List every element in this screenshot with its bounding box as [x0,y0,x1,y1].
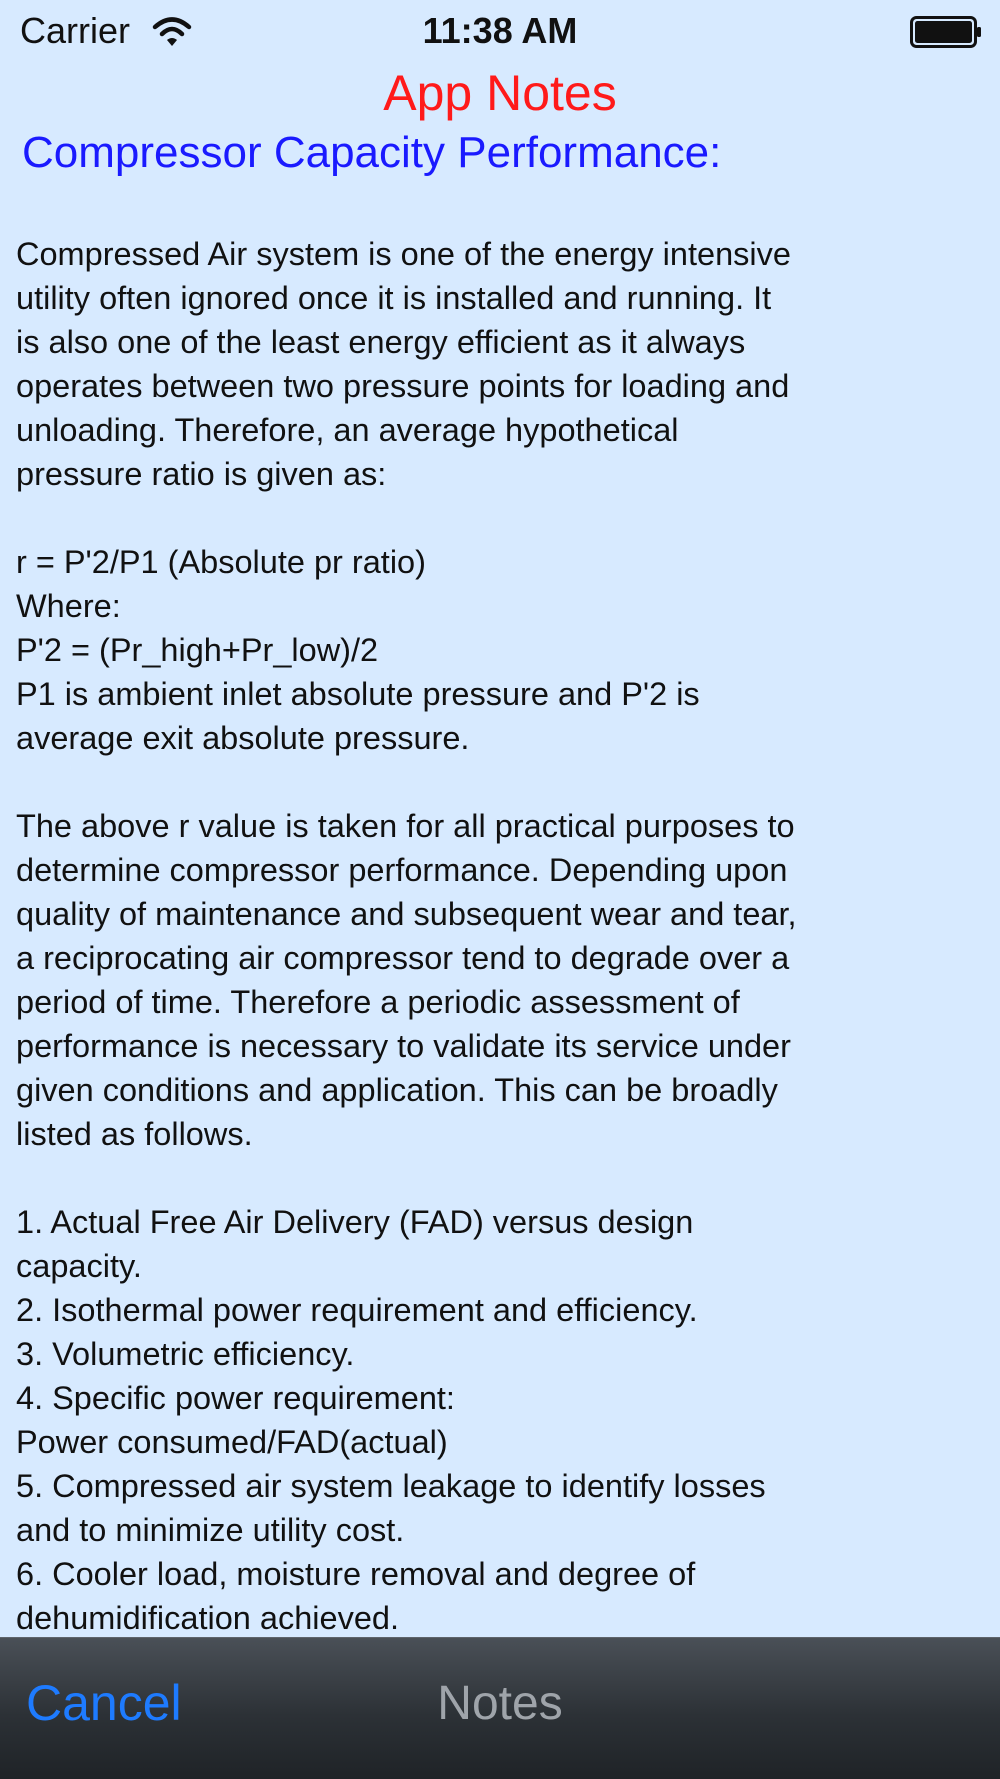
note-line: determine compressor performance. Depending upon [16,852,788,888]
note-line: Compressed Air system is one of the energy intensive [16,236,791,272]
bottom-toolbar [0,1637,1000,1779]
note-line: operates between two pressure points for loading and [16,368,790,404]
note-text-view[interactable] [16,232,976,1637]
note-heading: Compressor Capacity Performance: [22,128,722,177]
note-paragraph [16,232,976,496]
note-line: capacity. [16,1248,142,1284]
note-line: r = P'2/P1 (Absolute pr ratio) [16,544,426,580]
note-line: Where: [16,588,121,624]
note-line: utility often ignored once it is installed and running. It [16,280,772,316]
note-line: average exit absolute pressure. [16,720,470,756]
battery-icon [910,16,982,48]
toolbar-title: Notes [437,1677,563,1730]
note-line: a reciprocating air compressor tend to degrade over a [16,940,790,976]
note-paragraph [16,540,976,760]
note-line: 5. Compressed air system leakage to identify losses [16,1468,766,1504]
status-bar [0,0,1000,62]
note-paragraph [16,1200,976,1637]
status-time: 11:38 AM [422,10,578,51]
app-title: App Notes [383,65,617,121]
note-line: 2. Isothermal power requirement and efficiency. [16,1292,698,1328]
note-line: P'2 = (Pr_high+Pr_low)/2 [16,632,379,668]
note-line: Power consumed/FAD(actual) [16,1424,448,1460]
note-line: 4. Specific power requirement: [16,1380,455,1416]
note-line: given conditions and application. This can be broadly [16,1072,778,1108]
note-paragraph [16,804,976,1156]
note-line: listed as follows. [16,1116,253,1152]
note-line: P1 is ambient inlet absolute pressure and P'2 is [16,676,700,712]
note-line: period of time. Therefore a periodic assessment of [16,984,740,1020]
note-line: dehumidification achieved. [16,1600,400,1636]
note-line: 3. Volumetric efficiency. [16,1336,355,1372]
note-line: quality of maintenance and subsequent wear and tear, [16,896,797,932]
note-line: pressure ratio is given as: [16,456,387,492]
cancel-button[interactable]: Cancel [26,1675,182,1731]
note-line: and to minimize utility cost. [16,1512,405,1548]
note-line: 6. Cooler load, moisture removal and degree of [16,1556,696,1592]
note-line: performance is necessary to validate its service under [16,1028,791,1064]
note-line: The above r value is taken for all practical purposes to [16,808,795,844]
note-line: is also one of the least energy efficient as it always [16,324,746,360]
carrier-label: Carrier [20,10,131,51]
note-line: unloading. Therefore, an average hypothetical [16,412,679,448]
note-line: 1. Actual Free Air Delivery (FAD) versus design [16,1204,694,1240]
